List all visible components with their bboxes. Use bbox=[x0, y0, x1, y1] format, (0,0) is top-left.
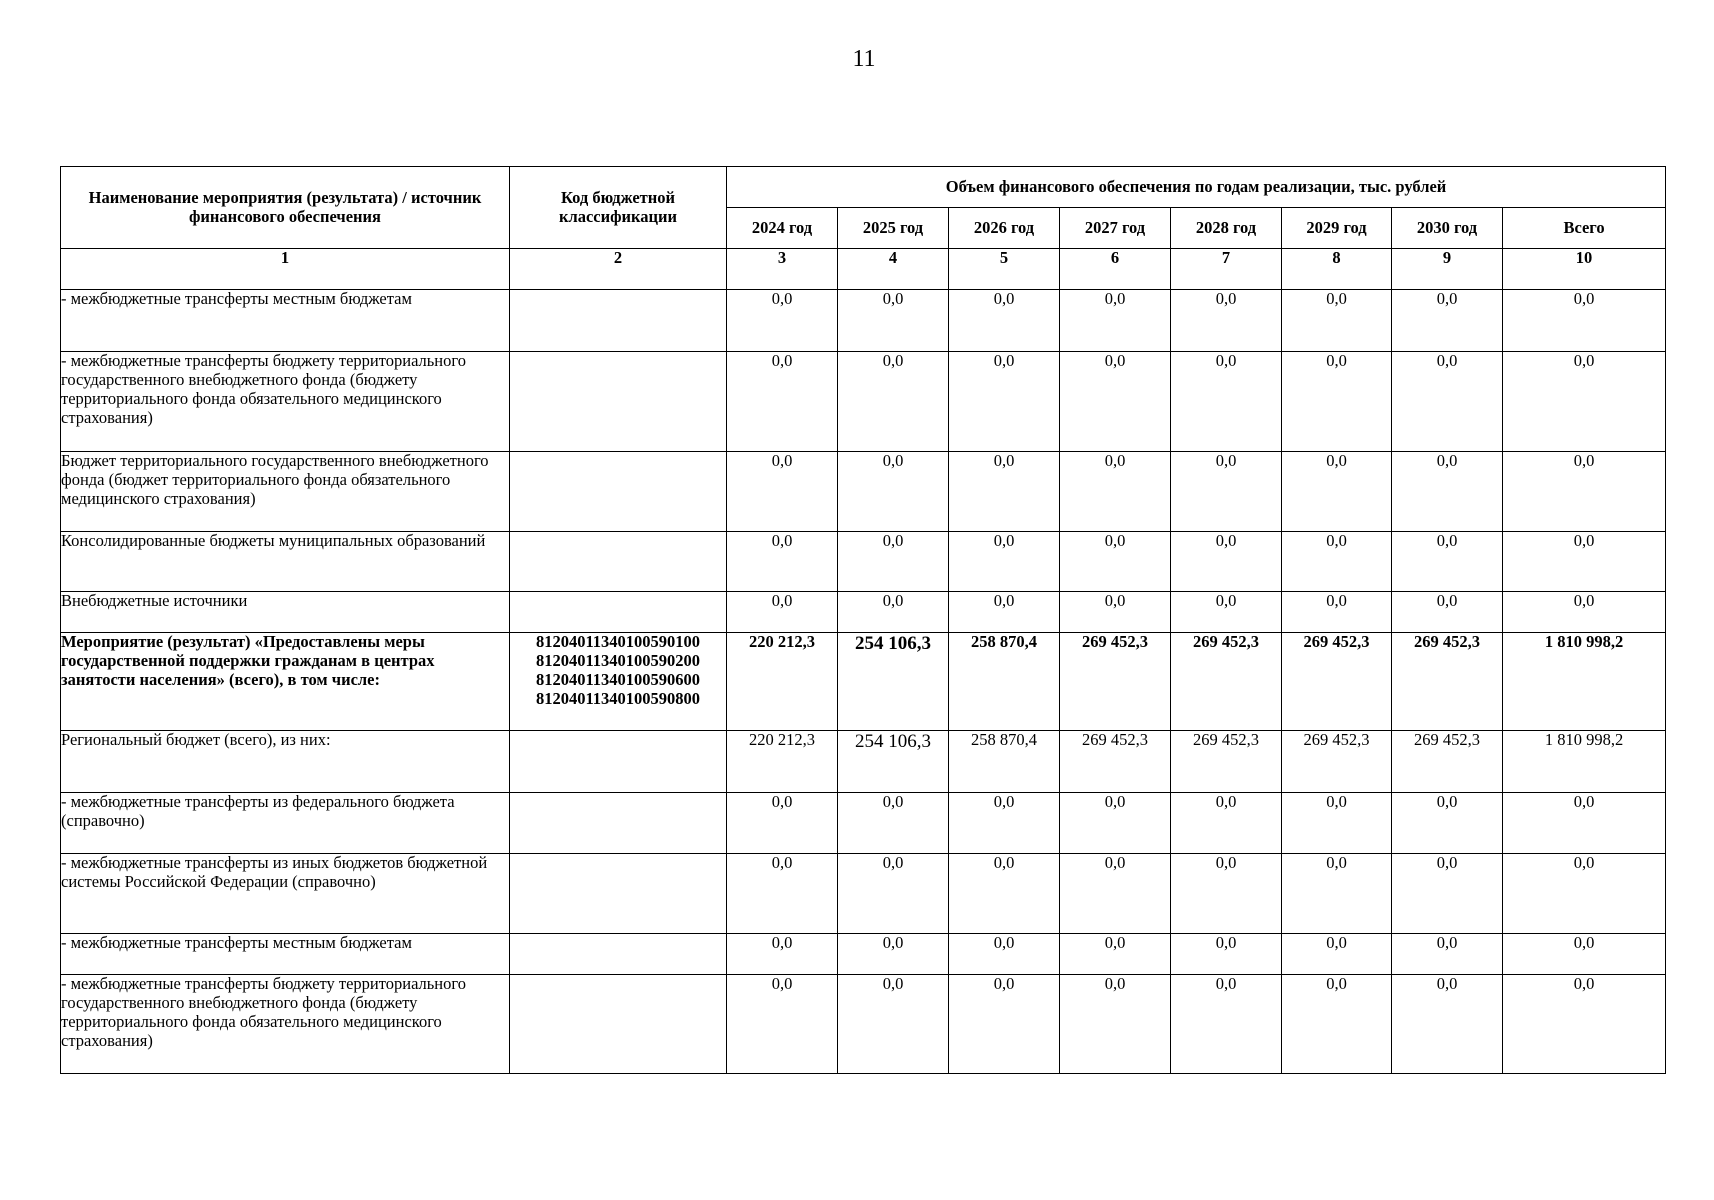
row-name: Мероприятие (результат) «Предоставлены меры государственной поддержки гражданам в центрах занятости населения» (всего), в том числе: bbox=[61, 633, 510, 731]
row-value: 269 452,3 bbox=[1392, 731, 1503, 793]
column-number: 10 bbox=[1503, 249, 1666, 290]
header-year: 2026 год bbox=[949, 208, 1060, 249]
row-value: 0,0 bbox=[1171, 290, 1282, 352]
row-value: 0,0 bbox=[1282, 532, 1392, 592]
row-total: 0,0 bbox=[1503, 975, 1666, 1074]
column-number: 7 bbox=[1171, 249, 1282, 290]
header-volume: Объем финансового обеспечения по годам реализации, тыс. рублей bbox=[727, 167, 1666, 208]
page-number: 11 bbox=[852, 46, 876, 72]
row-value: 0,0 bbox=[838, 793, 949, 854]
row-value: 258 870,4 bbox=[949, 633, 1060, 731]
column-number: 6 bbox=[1060, 249, 1171, 290]
row-value: 0,0 bbox=[1392, 452, 1503, 532]
row-total: 0,0 bbox=[1503, 854, 1666, 934]
row-value: 0,0 bbox=[1392, 592, 1503, 633]
row-value: 0,0 bbox=[838, 352, 949, 452]
row-value: 269 452,3 bbox=[1392, 633, 1503, 731]
column-number: 8 bbox=[1282, 249, 1392, 290]
row-value: 0,0 bbox=[1060, 793, 1171, 854]
row-total: 0,0 bbox=[1503, 592, 1666, 633]
column-number: 9 bbox=[1392, 249, 1503, 290]
header-year: 2028 год bbox=[1171, 208, 1282, 249]
row-value: 254 106,3 bbox=[838, 731, 949, 793]
row-value: 0,0 bbox=[1282, 934, 1392, 975]
row-code bbox=[510, 793, 727, 854]
row-total: 0,0 bbox=[1503, 532, 1666, 592]
row-value: 269 452,3 bbox=[1171, 633, 1282, 731]
table-row bbox=[61, 731, 1666, 793]
row-value: 0,0 bbox=[1392, 934, 1503, 975]
row-code bbox=[510, 532, 727, 592]
row-total: 0,0 bbox=[1503, 452, 1666, 532]
header-name: Наименование мероприятия (результата) / источник финансового обеспечения bbox=[61, 167, 510, 249]
row-value: 0,0 bbox=[727, 452, 838, 532]
row-value: 0,0 bbox=[949, 592, 1060, 633]
row-value: 0,0 bbox=[1060, 532, 1171, 592]
row-value: 0,0 bbox=[1060, 975, 1171, 1074]
column-number: 2 bbox=[510, 249, 727, 290]
row-value: 0,0 bbox=[1392, 290, 1503, 352]
row-value: 269 452,3 bbox=[1282, 731, 1392, 793]
row-value: 0,0 bbox=[838, 854, 949, 934]
row-value: 0,0 bbox=[727, 975, 838, 1074]
row-value: 0,0 bbox=[1282, 290, 1392, 352]
table-row bbox=[61, 592, 1666, 633]
column-number: 3 bbox=[727, 249, 838, 290]
row-value: 0,0 bbox=[1171, 793, 1282, 854]
row-total: 0,0 bbox=[1503, 934, 1666, 975]
header-year: 2025 год bbox=[838, 208, 949, 249]
row-value: 0,0 bbox=[1171, 854, 1282, 934]
row-value: 0,0 bbox=[1392, 352, 1503, 452]
row-name: - межбюджетные трансферты местным бюджетам bbox=[61, 934, 510, 975]
row-value: 0,0 bbox=[727, 532, 838, 592]
row-code bbox=[510, 854, 727, 934]
row-name: - межбюджетные трансферты бюджету территориального государственного внебюджетного фонда (бюджету территориального фонда обязательного медицинского страхования) bbox=[61, 975, 510, 1074]
table-row bbox=[61, 290, 1666, 352]
row-name: - межбюджетные трансферты местным бюджетам bbox=[61, 290, 510, 352]
row-value: 0,0 bbox=[727, 290, 838, 352]
row-code: 81204011340100590100 81204011340100590200 81204011340100590600 81204011340100590800 bbox=[510, 633, 727, 731]
row-value: 220 212,3 bbox=[727, 731, 838, 793]
row-value: 0,0 bbox=[838, 934, 949, 975]
row-code bbox=[510, 592, 727, 633]
column-number: 1 bbox=[61, 249, 510, 290]
row-value: 0,0 bbox=[949, 352, 1060, 452]
row-value: 0,0 bbox=[838, 290, 949, 352]
row-name: - межбюджетные трансферты из иных бюджетов бюджетной системы Российской Федерации (справочно) bbox=[61, 854, 510, 934]
row-value: 269 452,3 bbox=[1171, 731, 1282, 793]
financing-table bbox=[60, 166, 1666, 1074]
row-name: Региональный бюджет (всего), из них: bbox=[61, 731, 510, 793]
row-code bbox=[510, 352, 727, 452]
row-value: 220 212,3 bbox=[727, 633, 838, 731]
row-value: 0,0 bbox=[727, 793, 838, 854]
table-row bbox=[61, 975, 1666, 1074]
row-value: 254 106,3 bbox=[838, 633, 949, 731]
row-value: 0,0 bbox=[1060, 290, 1171, 352]
row-code bbox=[510, 731, 727, 793]
row-value: 258 870,4 bbox=[949, 731, 1060, 793]
header-code: Код бюджетной классификации bbox=[510, 167, 727, 249]
row-value: 0,0 bbox=[1171, 592, 1282, 633]
row-name: Бюджет территориального государственного внебюджетного фонда (бюджет территориального фонда обязательного медицинского страхования) bbox=[61, 452, 510, 532]
row-value: 269 452,3 bbox=[1060, 633, 1171, 731]
row-value: 0,0 bbox=[1060, 854, 1171, 934]
row-value: 0,0 bbox=[1392, 975, 1503, 1074]
row-value: 0,0 bbox=[1171, 352, 1282, 452]
row-total: 0,0 bbox=[1503, 290, 1666, 352]
row-value: 0,0 bbox=[727, 352, 838, 452]
column-number: 4 bbox=[838, 249, 949, 290]
row-value: 0,0 bbox=[1392, 532, 1503, 592]
row-value: 0,0 bbox=[1171, 934, 1282, 975]
row-value: 0,0 bbox=[1171, 532, 1282, 592]
column-number: 5 bbox=[949, 249, 1060, 290]
row-value: 0,0 bbox=[727, 592, 838, 633]
row-value: 0,0 bbox=[1060, 352, 1171, 452]
table-row bbox=[61, 352, 1666, 452]
row-value: 0,0 bbox=[949, 934, 1060, 975]
row-value: 0,0 bbox=[949, 290, 1060, 352]
row-value: 0,0 bbox=[1060, 592, 1171, 633]
row-value: 0,0 bbox=[838, 532, 949, 592]
table-row bbox=[61, 633, 1666, 731]
row-value: 269 452,3 bbox=[1060, 731, 1171, 793]
row-total: 0,0 bbox=[1503, 352, 1666, 452]
header-year: 2024 год bbox=[727, 208, 838, 249]
row-value: 0,0 bbox=[949, 854, 1060, 934]
header-year: 2029 год bbox=[1282, 208, 1392, 249]
table-row bbox=[61, 854, 1666, 934]
header-year: 2027 год bbox=[1060, 208, 1171, 249]
table-row bbox=[61, 532, 1666, 592]
row-total: 0,0 bbox=[1503, 793, 1666, 854]
row-value: 0,0 bbox=[1282, 975, 1392, 1074]
row-value: 0,0 bbox=[1282, 592, 1392, 633]
row-value: 0,0 bbox=[727, 934, 838, 975]
row-value: 0,0 bbox=[727, 854, 838, 934]
table-row bbox=[61, 793, 1666, 854]
row-name: - межбюджетные трансферты бюджету территориального государственного внебюджетного фонда (бюджету территориального фонда обязательного медицинского страхования) bbox=[61, 352, 510, 452]
row-value: 0,0 bbox=[1060, 934, 1171, 975]
row-value: 0,0 bbox=[838, 975, 949, 1074]
row-value: 0,0 bbox=[1392, 854, 1503, 934]
row-value: 0,0 bbox=[1392, 793, 1503, 854]
table-row bbox=[61, 452, 1666, 532]
header-total: Всего bbox=[1503, 208, 1666, 249]
row-value: 0,0 bbox=[949, 793, 1060, 854]
row-value: 0,0 bbox=[1282, 854, 1392, 934]
row-value: 0,0 bbox=[1282, 452, 1392, 532]
row-value: 0,0 bbox=[1282, 793, 1392, 854]
row-value: 0,0 bbox=[949, 452, 1060, 532]
row-name: Внебюджетные источники bbox=[61, 592, 510, 633]
row-total: 1 810 998,2 bbox=[1503, 731, 1666, 793]
row-value: 0,0 bbox=[838, 452, 949, 532]
header-year: 2030 год bbox=[1392, 208, 1503, 249]
row-total: 1 810 998,2 bbox=[1503, 633, 1666, 731]
row-value: 0,0 bbox=[1171, 975, 1282, 1074]
row-code bbox=[510, 934, 727, 975]
table-row bbox=[61, 934, 1666, 975]
row-value: 269 452,3 bbox=[1282, 633, 1392, 731]
row-value: 0,0 bbox=[949, 975, 1060, 1074]
row-code bbox=[510, 975, 727, 1074]
row-name: Консолидированные бюджеты муниципальных образований bbox=[61, 532, 510, 592]
row-value: 0,0 bbox=[949, 532, 1060, 592]
row-code bbox=[510, 290, 727, 352]
row-value: 0,0 bbox=[1171, 452, 1282, 532]
row-name: - межбюджетные трансферты из федерального бюджета (справочно) bbox=[61, 793, 510, 854]
row-value: 0,0 bbox=[1060, 452, 1171, 532]
row-value: 0,0 bbox=[1282, 352, 1392, 452]
row-value: 0,0 bbox=[838, 592, 949, 633]
row-code bbox=[510, 452, 727, 532]
